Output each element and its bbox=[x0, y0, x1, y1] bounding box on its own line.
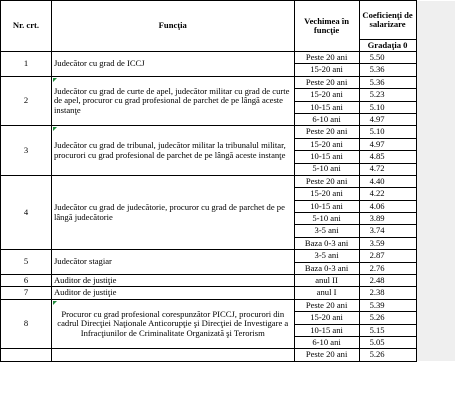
seniority-cell: 10-15 ani bbox=[294, 200, 359, 212]
seniority-cell: Peste 20 ani bbox=[294, 175, 359, 187]
seniority-cell: 10-15 ani bbox=[294, 324, 359, 336]
spreadsheet-cell[interactable] bbox=[416, 324, 455, 336]
spreadsheet-cell[interactable] bbox=[416, 250, 455, 262]
function-text: Judecător cu grad de curte de apel, judecător militar cu grad de curte de apel, procuror cu grad profesional de parchet de pe lângă aceste instanţe bbox=[53, 85, 290, 115]
function-text: Judecător cu grad de judecătorie, procuror cu grad de parchet de pe lângă judecătorie bbox=[53, 202, 285, 222]
spreadsheet-cell[interactable] bbox=[416, 163, 455, 175]
row-number: 5 bbox=[1, 250, 52, 275]
spreadsheet-cell[interactable] bbox=[416, 64, 455, 76]
coefficient-cell: 5.05 bbox=[359, 336, 416, 348]
seniority-cell: Peste 20 ani bbox=[294, 52, 359, 64]
seniority-cell: Baza 0-3 ani bbox=[294, 237, 359, 249]
coefficient-cell: 5.36 bbox=[359, 76, 416, 88]
function-cell bbox=[51, 250, 294, 275]
seniority-cell: 15-20 ani bbox=[294, 312, 359, 324]
spreadsheet-cell[interactable] bbox=[416, 126, 455, 138]
function-text: Procuror cu grad profesional corespunzător PICCJ, procurori din cadrul Direcţiei Naţionale Anticorupţie şi Direcţiei de Investigare a Infracţiunilor de Criminalitate Organizată şi Terorism bbox=[57, 308, 289, 338]
coefficient-cell: 2.76 bbox=[359, 262, 416, 274]
seniority-cell: 10-15 ani bbox=[294, 151, 359, 163]
row-number: 2 bbox=[1, 76, 52, 126]
seniority-cell: 15-20 ani bbox=[294, 188, 359, 200]
function-cell bbox=[51, 76, 294, 126]
row-number: 3 bbox=[1, 126, 52, 176]
seniority-cell: 6-10 ani bbox=[294, 113, 359, 125]
function-cell bbox=[51, 287, 294, 299]
spreadsheet-cell[interactable] bbox=[416, 312, 455, 324]
spreadsheet-cell[interactable] bbox=[416, 349, 455, 361]
coefficient-cell: 5.15 bbox=[359, 324, 416, 336]
seniority-cell: 3-5 ani bbox=[294, 250, 359, 262]
seniority-cell: Peste 20 ani bbox=[294, 76, 359, 88]
spreadsheet-cell[interactable] bbox=[416, 89, 455, 101]
spreadsheet-cell[interactable] bbox=[416, 151, 455, 163]
spreadsheet-cell[interactable] bbox=[416, 225, 455, 237]
table-row bbox=[1, 275, 455, 287]
header-nr: Nr. crt. bbox=[1, 1, 52, 52]
coefficient-cell: 3.59 bbox=[359, 237, 416, 249]
seniority-cell: 10-15 ani bbox=[294, 101, 359, 113]
coefficient-cell: 4.97 bbox=[359, 113, 416, 125]
coefficient-cell: 4.22 bbox=[359, 188, 416, 200]
function-text: Auditor de justiţie bbox=[53, 287, 117, 298]
row-number: 4 bbox=[1, 175, 52, 249]
seniority-cell: 5-10 ani bbox=[294, 213, 359, 225]
seniority-cell: 3-5 ani bbox=[294, 225, 359, 237]
comment-marker-icon bbox=[53, 127, 57, 131]
function-text: Judecător stagiar bbox=[53, 256, 112, 267]
coefficient-cell: 4.72 bbox=[359, 163, 416, 175]
header-vechime: Vechimea în funcţie bbox=[294, 1, 359, 52]
function-cell bbox=[51, 52, 294, 77]
coefficient-cell: 3.89 bbox=[359, 213, 416, 225]
seniority-cell: anul I bbox=[294, 287, 359, 299]
spreadsheet-cell[interactable] bbox=[416, 76, 455, 88]
table-row bbox=[1, 349, 455, 361]
spreadsheet-cell[interactable] bbox=[416, 336, 455, 348]
coefficient-cell: 5.26 bbox=[359, 349, 416, 361]
function-text: Judecător cu grad de ICCJ bbox=[53, 58, 145, 69]
function-cell bbox=[51, 175, 294, 249]
function-cell bbox=[51, 275, 294, 287]
header-coeficienti: Coeficienţi de salarizare bbox=[359, 1, 416, 40]
seniority-cell: 15-20 ani bbox=[294, 138, 359, 150]
table-row bbox=[1, 287, 455, 299]
coefficient-cell: 4.06 bbox=[359, 200, 416, 212]
comment-marker-icon bbox=[53, 301, 57, 305]
coefficient-cell: 2.87 bbox=[359, 250, 416, 262]
seniority-cell: Peste 20 ani bbox=[294, 349, 359, 361]
row-number bbox=[1, 349, 52, 361]
seniority-cell: Peste 20 ani bbox=[294, 299, 359, 311]
spreadsheet-cell[interactable] bbox=[416, 262, 455, 274]
table-row bbox=[1, 299, 455, 311]
header-functia: Funcţia bbox=[51, 1, 294, 52]
coefficient-cell: 5.26 bbox=[359, 312, 416, 324]
table-row bbox=[1, 126, 455, 138]
function-cell bbox=[51, 299, 294, 349]
coefficient-cell: 5.39 bbox=[359, 299, 416, 311]
spreadsheet-cell[interactable] bbox=[416, 213, 455, 225]
spreadsheet-cell[interactable] bbox=[416, 275, 455, 287]
table-row bbox=[1, 52, 455, 64]
seniority-cell: 5-10 ani bbox=[294, 163, 359, 175]
seniority-cell: Peste 20 ani bbox=[294, 126, 359, 138]
seniority-cell: anul II bbox=[294, 275, 359, 287]
spreadsheet-cell[interactable] bbox=[416, 237, 455, 249]
spreadsheet-cell[interactable] bbox=[416, 200, 455, 212]
spreadsheet-cell[interactable] bbox=[416, 175, 455, 187]
comment-marker-icon bbox=[53, 78, 57, 82]
function-text: Judecător cu grad de tribunal, judecător militar la tribunalul militar, procurori cu grad profesional de parchet de pe lângă aceste instanţe bbox=[53, 140, 286, 160]
coefficient-cell: 4.97 bbox=[359, 138, 416, 150]
spreadsheet-cell[interactable] bbox=[416, 113, 455, 125]
coefficient-cell: 3.74 bbox=[359, 225, 416, 237]
coefficient-cell: 2.48 bbox=[359, 275, 416, 287]
seniority-cell: 6-10 ani bbox=[294, 336, 359, 348]
row-number: 6 bbox=[1, 275, 52, 287]
spreadsheet-cell[interactable] bbox=[416, 287, 455, 299]
seniority-cell: Baza 0-3 ani bbox=[294, 262, 359, 274]
table-row bbox=[1, 76, 455, 88]
header-gradatia: Gradaţia 0 bbox=[359, 40, 416, 52]
coefficient-cell: 5.10 bbox=[359, 101, 416, 113]
row-number: 8 bbox=[1, 299, 52, 349]
coefficient-cell: 4.85 bbox=[359, 151, 416, 163]
coefficient-cell: 5.10 bbox=[359, 126, 416, 138]
coefficient-cell: 2.38 bbox=[359, 287, 416, 299]
function-text: Auditor de justiţie bbox=[53, 274, 117, 285]
table-row bbox=[1, 175, 455, 187]
spreadsheet-cell[interactable] bbox=[416, 188, 455, 200]
row-number: 1 bbox=[1, 52, 52, 77]
spreadsheet-cell[interactable] bbox=[416, 299, 455, 311]
spreadsheet-cell[interactable] bbox=[416, 101, 455, 113]
row-number: 7 bbox=[1, 287, 52, 299]
seniority-cell: 15-20 ani bbox=[294, 89, 359, 101]
spreadsheet-cell[interactable] bbox=[416, 52, 455, 64]
coefficient-cell: 5.23 bbox=[359, 89, 416, 101]
coefficient-cell: 5.50 bbox=[359, 52, 416, 64]
table-row bbox=[1, 250, 455, 262]
coefficient-cell: 4.40 bbox=[359, 175, 416, 187]
function-cell bbox=[51, 126, 294, 176]
spreadsheet-cell[interactable] bbox=[416, 1, 455, 52]
seniority-cell: 15-20 ani bbox=[294, 64, 359, 76]
function-cell bbox=[51, 349, 294, 361]
spreadsheet-cell[interactable] bbox=[416, 138, 455, 150]
coefficient-cell: 5.36 bbox=[359, 64, 416, 76]
